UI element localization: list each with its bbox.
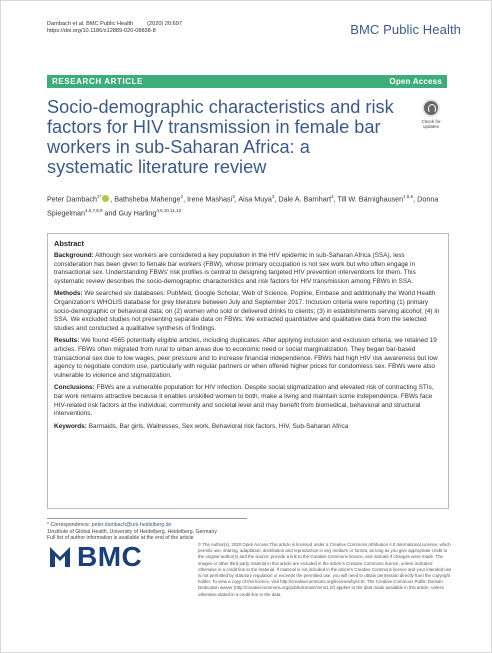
journal-name: BMC Public Health [350,22,461,37]
methods-label: Methods: [54,290,83,298]
author-name: Peter Dambach [47,194,97,204]
abstract-box [47,233,449,509]
author-affil: 3 [232,194,235,199]
author-name: and Guy Harling [102,208,157,218]
keywords-text: Barmaids, Bar girls, Waitresses, Sex work, Behavioral risk factors, HIV, Sub-Saharan Africa [86,422,349,430]
author-affil: 3 [271,194,275,199]
check-updates-button[interactable] [416,99,446,133]
author-name: , Aisa Muya [234,194,272,204]
author-list [47,191,452,220]
author-affil: 4 [331,194,334,199]
open-access-label: Open Access [389,77,442,86]
results-label: Results: [54,337,80,345]
keywords-label: Keywords: [54,422,87,430]
author-affil: 2 [180,194,184,199]
abstract-results [54,337,442,380]
affiliation-note: 1Institute of Global Health, University of Heidelberg, Heidelberg, Germany [47,528,217,535]
author-affil: 1* [96,194,102,199]
check-updates-icon [422,99,440,117]
author-name: , Dale A. Barnhart [274,194,332,204]
background-label: Background: [54,252,94,259]
check-updates-label: Check for updates [421,119,441,129]
article-type-banner [47,75,447,88]
author-name: , Donna Spiegelman [47,194,439,218]
article-title: Socio-demographic characteristics and risk factors for HIV transmission in female bar workers in sub-Saharan Africa: a systematic literature review [47,97,394,177]
correspondence-email[interactable]: peter.dambach@uni-heidelberg.de [91,522,172,528]
author-info-note: Full list of author information is available at the end of the article [47,535,194,542]
abstract-conclusions [54,384,442,418]
orcid-icon[interactable] [102,195,109,202]
author-name: , Till W. Bärnighausen [333,194,404,204]
abstract-methods [54,290,442,333]
conclusions-label: Conclusions: [54,384,95,392]
doi-link[interactable]: https://doi.org/10.1186/s12889-020-08838-8 [47,28,156,34]
bmc-logo-icon [47,544,73,570]
citation-header [47,21,182,35]
license-text: © The Author(s). 2020 Open Access This article is licensed under a Creative Commons Attribution 4.0 International License, which permits use, sharing, adaptation, distribution and reproduction in any medium or format, as long as you give appropriate credit to the original author(s) and the source, provide a link to the Creative Commons licence, and indicate if changes were made. The images or other third party material in this article are included in the article's Creative Commons licence, unless indicated otherwise in a credit line to the material. If material is not included in the article's Creative Commons licence and your intended use is not permitted by statutory regulation or exceeds the permitted use, you will need to obtain permission directly from the copyright holder. To view a copy of this licence, visit http://creativecommons.org/licenses/by/4.0/. The Creative Commons Public Domain Dedication waiver (http://creativecommons.org/publicdomain/zero/1.0/) applies to the data made available in this article, unless otherwise stated in a credit line to the data. [198,542,452,597]
methods-text: We searched six databases: PubMed, Google Scholar, Web of Science, Popline, Embase and additionally the World Health Organization's WHOLIS database for grey literature between July and September 2017. Inclusion criteria were reporting (1) primary socio-demographic or behavioral data; on (2) women who sold or delivered drinks to clients; (3) in establishments serving alcohol; (4) in SSA. We excluded studies not presenting separate data on FBWs. We extracted quantitative and qualitative data from the selected studies and conducted a qualitative synthesis of findings. [54,290,440,332]
bmc-logo [47,541,142,573]
background-text: Although sex workers are considered a key population in the HIV epidemic in sub-Saharan Africa (SSA), less consideration has been given to female bar workers (FBW), whose primary occupation is not sex work but who often engage in transactional sex. Understanding FBWs' risk profiles is central to designing targeted HIV prevention interventions for them. This systematic review describes the socio-demographic characteristics and risk factors for HIV transmission among FBWs in SSA. [54,252,416,285]
results-text: We found 4565 potentially eligible articles, including duplicates. After applying inclusion and exclusion criteria, we retained 19 articles. FBWs often migrated from rural to urban areas due to economic need or social marginalization. They began bar-based transactional sex due to low wages, peer pressure and to increase financial independence. FBWs had high HIV risk awareness but low agency to negotiate condom use, particularly with regular partners or when offered higher prices for condomless sex. FBWs were also vulnerable to violence and stigmatization. [54,337,438,379]
author-affil: 4,6,10,11,12 [156,208,182,214]
author-name: , Bathsheba Mahenge [110,194,181,204]
citation-authors: Dambach et al. BMC Public Health [47,21,134,27]
abstract-keywords [54,423,442,432]
correspondence-label: * Correspondence: [47,522,92,528]
conclusions-text: FBWs are a vulnerable population for HIV infection. Despite social stigmatization and elevated risk of contracting STIs, bar work remains attractive because it enables unskilled women to both, make a living and maintain some independence. FBWs face HIV-related risk factors at the individual, community and societal level and may benefit from biomedical, behavioral and structural interventions. [54,384,434,418]
author-affil: 4,5,7,8,9 [84,208,103,214]
abstract-heading: Abstract [54,239,84,248]
abstract-background [54,252,442,286]
bmc-logo-text: BMC [77,541,143,572]
footnotes [47,518,247,542]
author-name: , Irene Mashasi [183,194,233,204]
author-affil: 1,5,6 [403,194,414,199]
research-article-label: RESEARCH ARTICLE [52,77,144,86]
citation-year: (2020) 20:697 [147,21,182,27]
